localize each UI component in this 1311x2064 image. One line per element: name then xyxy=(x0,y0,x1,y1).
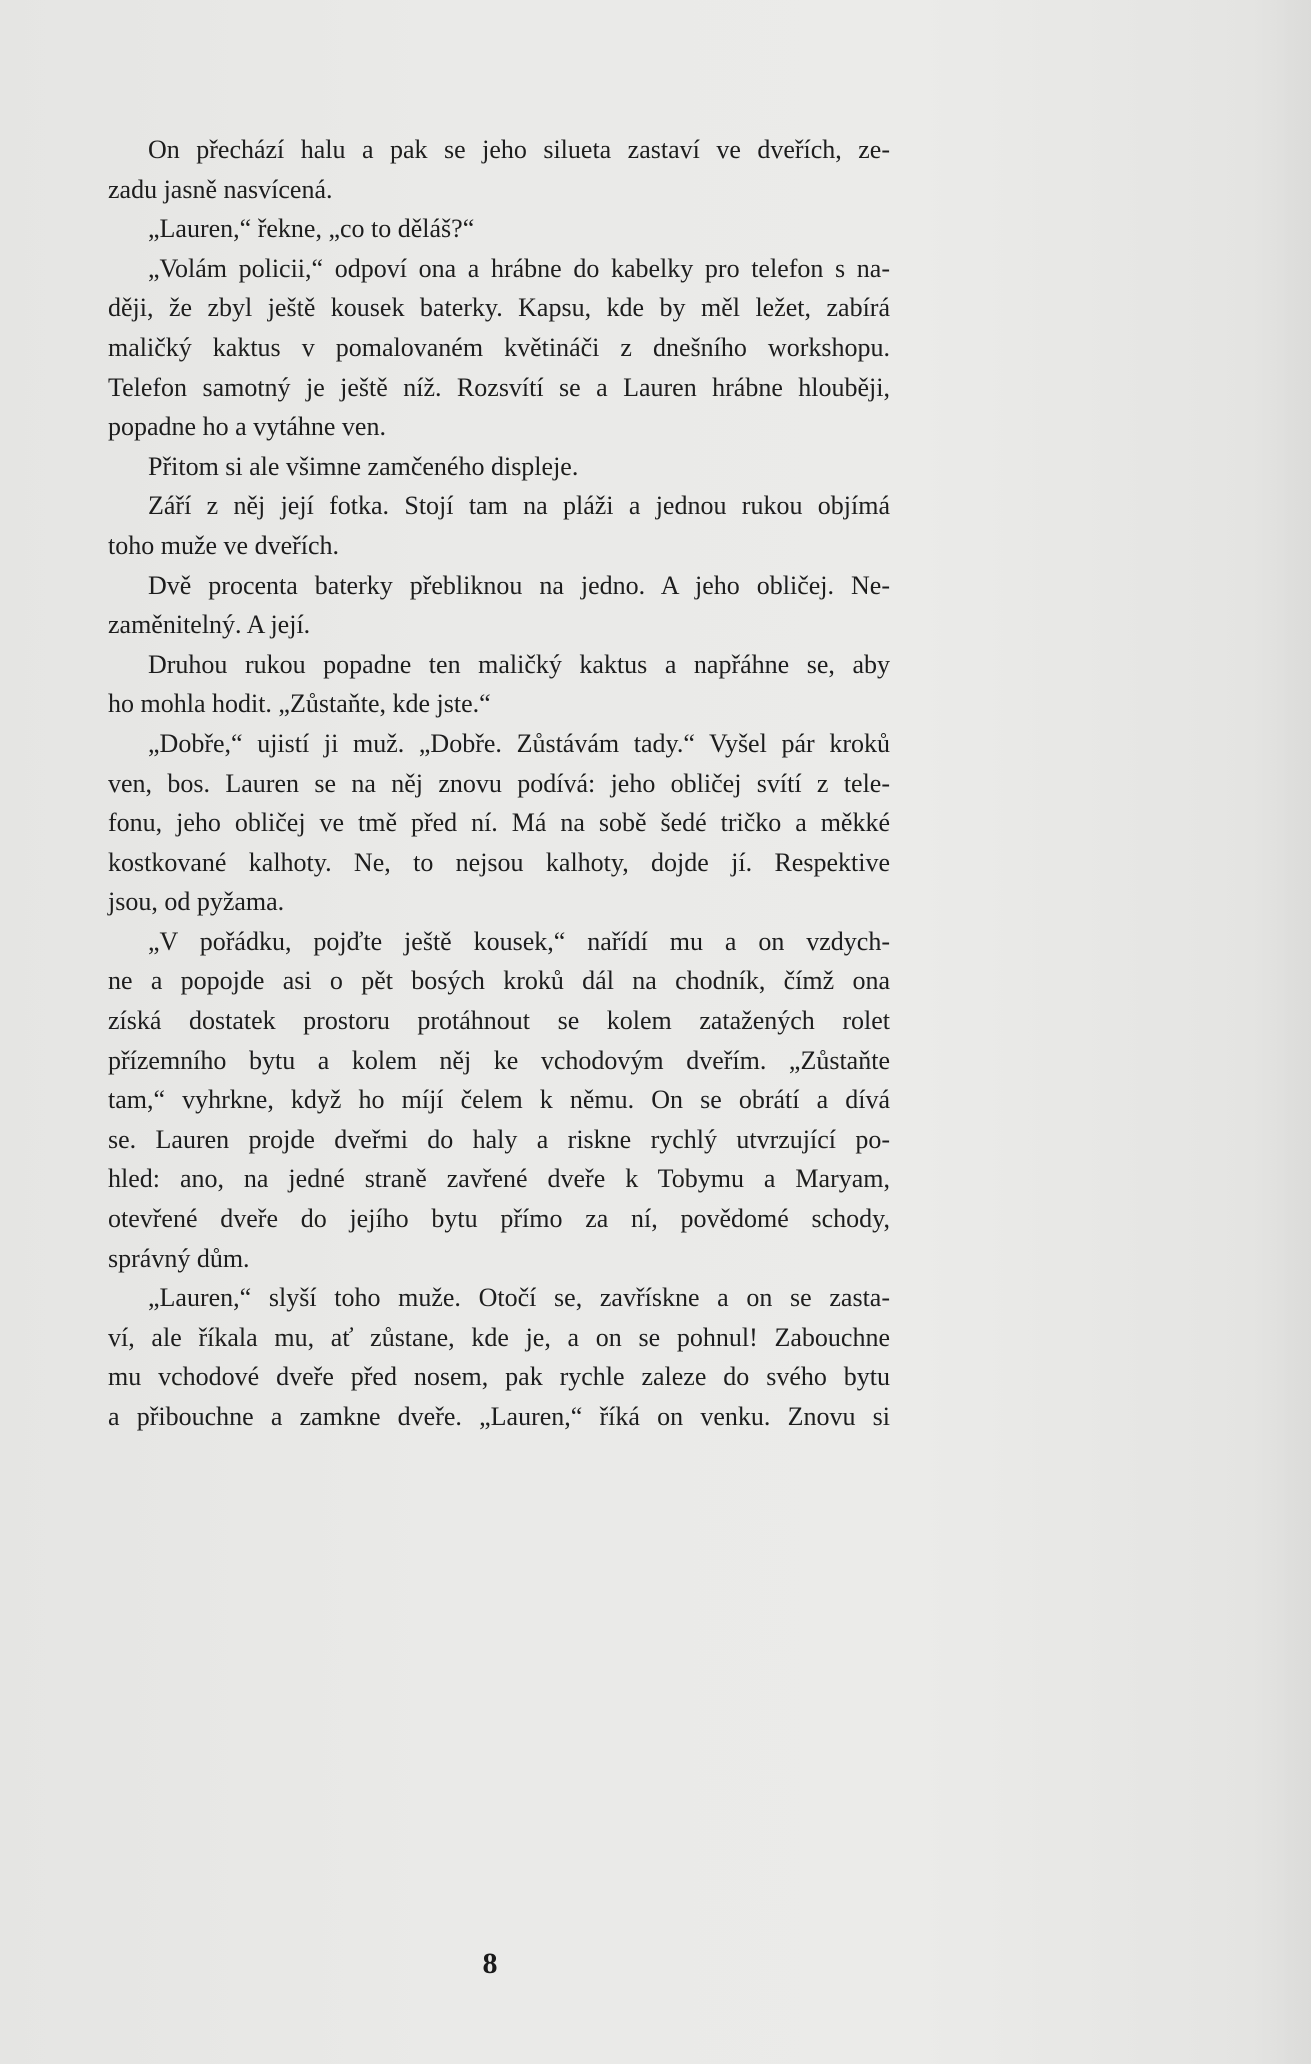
paragraph xyxy=(108,209,890,249)
text-line: kostkované kalhoty. Ne, to nejsou kalhoty, dojde jí. Respektive xyxy=(108,847,890,877)
text-line: získá dostatek prostoru protáhnout se kolem zatažených rolet xyxy=(108,1006,890,1036)
paragraph xyxy=(108,249,890,447)
paragraph xyxy=(108,1278,890,1436)
text-line: správný dům. xyxy=(108,1243,250,1273)
text-line: ven, bos. Lauren se na něj znovu podívá: jeho obličej svítí z tele- xyxy=(108,768,890,798)
text-line: ví, ale říkala mu, ať zůstane, kde je, a on se pohnul! Zabouchne xyxy=(108,1322,890,1352)
paragraph xyxy=(108,447,890,487)
text-line: Telefon samotný je ještě níž. Rozsvítí se a Lauren hrábne hlouběji, xyxy=(108,372,890,402)
text-line: „Dobře,“ ujistí ji muž. „Dobře. Zůstávám tady.“ Vyšel pár kroků xyxy=(148,728,890,758)
text-line: Dvě procenta baterky přebliknou na jedno. A jeho obličej. Ne- xyxy=(148,570,890,600)
text-line: „V pořádku, pojďte ještě kousek,“ nařídí mu a on vzdych- xyxy=(148,926,890,956)
text-line: On přechází halu a pak se jeho silueta zastaví ve dveřích, ze- xyxy=(148,135,890,164)
text-line: tam,“ vyhrkne, když ho míjí čelem k němu. On se obrátí a dívá xyxy=(108,1085,890,1115)
page-text xyxy=(108,130,890,1437)
text-line: „Volám policii,“ odpoví ona a hrábne do kabelky pro telefon s na- xyxy=(148,253,890,283)
text-line: přízemního bytu a kolem něj ke vchodovým dveřím. „Zůstaňte xyxy=(108,1045,890,1075)
paragraph xyxy=(108,130,890,209)
page-edge-shadow xyxy=(1251,0,1311,2064)
text-line: ho mohla hodit. „Zůstaňte, kde jste.“ xyxy=(108,689,491,719)
text-line: fonu, jeho obličej ve tmě před ní. Má na sobě šedé tričko a měkké xyxy=(108,808,890,838)
text-line: zadu jasně nasvícená. xyxy=(108,174,333,204)
text-line: mu vchodové dveře před nosem, pak rychle zaleze do svého bytu xyxy=(108,1362,890,1392)
paragraph xyxy=(108,486,890,565)
text-line: hled: ano, na jedné straně zavřené dveře k Tobymu a Maryam, xyxy=(108,1164,890,1194)
text-line: „Lauren,“ slyší toho muže. Otočí se, zavřískne a on se zasta- xyxy=(148,1283,890,1313)
text-line: otevřené dveře do jejího bytu přímo za ní, povědomé schody, xyxy=(108,1204,890,1234)
paragraph xyxy=(108,922,890,1278)
text-line: Druhou rukou popadne ten maličký kaktus a napřáhne se, aby xyxy=(148,649,890,679)
paragraph xyxy=(108,645,890,724)
text-line: maličký kaktus v pomalovaném květináči z dnešního workshopu. xyxy=(108,332,890,362)
text-line: ději, že zbyl ještě kousek baterky. Kapsu, kde by měl ležet, zabírá xyxy=(108,293,890,323)
text-line: Přitom si ale všimne zamčeného displeje. xyxy=(148,451,579,481)
text-line: popadne ho a vytáhne ven. xyxy=(108,412,386,442)
paragraph xyxy=(108,724,890,922)
text-line: toho muže ve dveřích. xyxy=(108,530,340,560)
text-line: zaměnitelný. A její. xyxy=(108,610,311,640)
text-line: „Lauren,“ řekne, „co to děláš?“ xyxy=(148,214,475,244)
text-line: Září z něj její fotka. Stojí tam na pláži a jednou rukou objímá xyxy=(148,491,890,521)
text-line: jsou, od pyžama. xyxy=(108,887,285,917)
text-line: se. Lauren projde dveřmi do haly a riskne rychlý utvrzující po- xyxy=(108,1124,890,1154)
text-line: a přibouchne a zamkne dveře. „Lauren,“ říká on venku. Znovu si xyxy=(108,1402,890,1431)
page-number: 8 xyxy=(482,1947,498,1980)
paragraph xyxy=(108,566,890,645)
text-line: ne a popojde asi o pět bosých kroků dál na chodník, čímž ona xyxy=(108,966,890,996)
